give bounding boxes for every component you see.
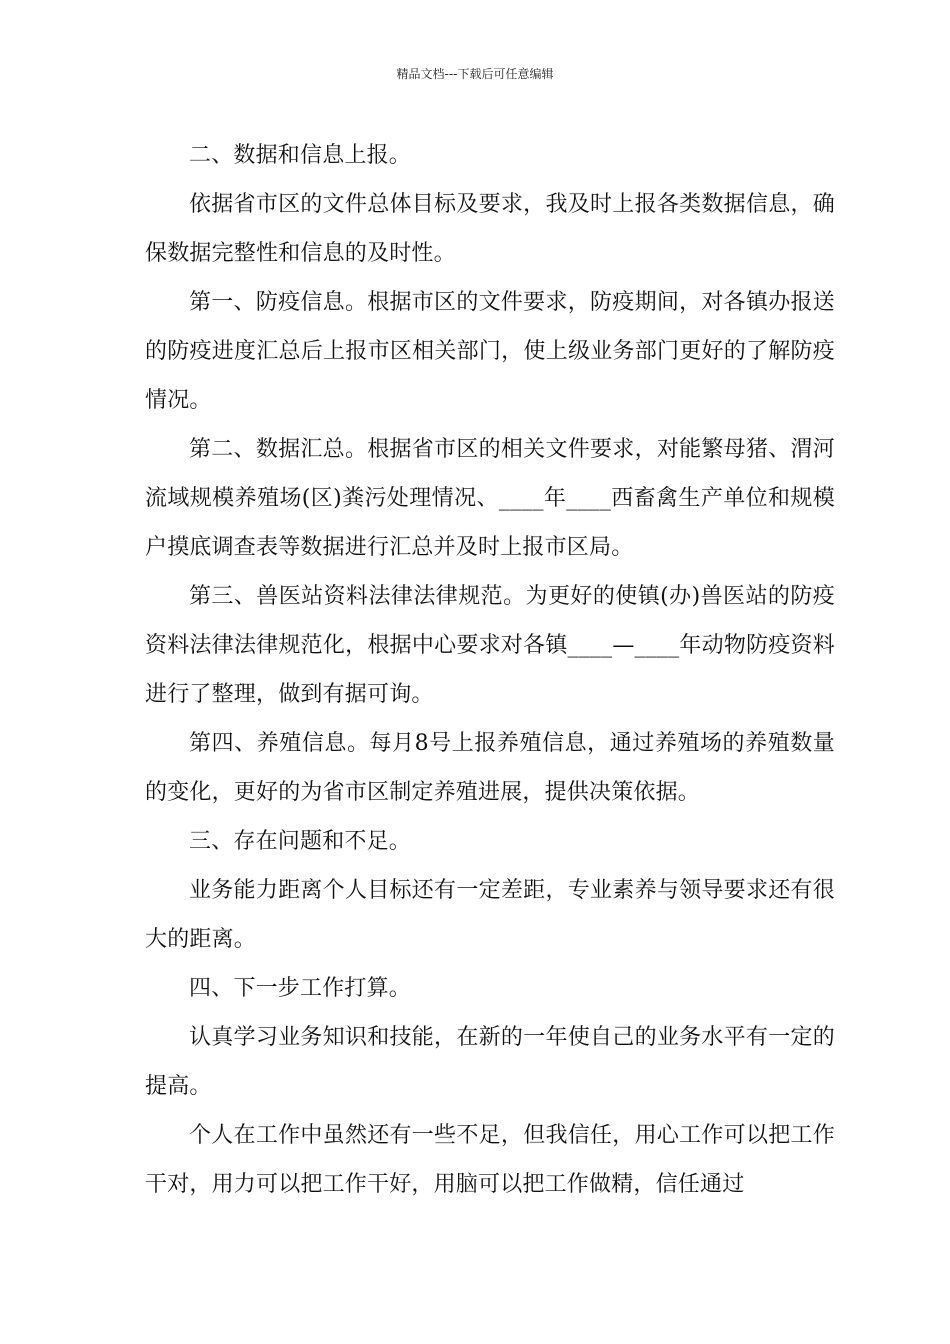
section-heading-next-steps: 四、下一步工作打算。: [189, 976, 412, 1001]
document-body: [145, 131, 835, 1209]
paragraph: 第二、数据汇总。根据省市区的相关文件要求，对能繁母猪、渭河流域规模养殖场(区)粪污处理情况、____年____西畜禽生产单位和规模户摸底调查表等数据进行汇总并及时上报市区局。: [145, 437, 835, 560]
paragraph: 第一、防疫信息。根据市区的文件要求，防疫期间，对各镇办报送的防疫进度汇总后上报市区相关部门，使上级业务部门更好的了解防疫情况。: [145, 290, 835, 413]
paragraph: 第四、养殖信息。每月8号上报养殖信息，通过养殖场的养殖数量的变化，更好的为省市区制定养殖进展，提供决策依据。: [145, 731, 835, 805]
page-header: 精品文档---下载后可任意编辑: [396, 67, 554, 81]
paragraph: 第三、兽医站资料法律法律规范。为更好的使镇(办)兽医站的防疫资料法律法律规范化，根据中心要求对各镇____—____年动物防疫资料进行了整理，做到有据可询。: [145, 584, 835, 707]
paragraph: 依据省市区的文件总体目标及要求，我及时上报各类数据信息，确保数据完整性和信息的及时性。: [145, 192, 835, 266]
paragraph: 个人在工作中虽然还有一些不足，但我信任，用心工作可以把工作干对，用力可以把工作干好，用脑可以把工作做精，信任通过: [145, 1123, 835, 1197]
paragraph: 业务能力距离个人目标还有一定差距，专业素养与领导要求还有很大的距离。: [145, 878, 835, 952]
paragraph: 认真学习业务知识和技能，在新的一年使自己的业务水平有一定的提高。: [145, 1025, 835, 1099]
section-heading-data-reporting: 二、数据和信息上报。: [189, 143, 412, 168]
section-heading-problems: 三、存在问题和不足。: [189, 829, 412, 854]
